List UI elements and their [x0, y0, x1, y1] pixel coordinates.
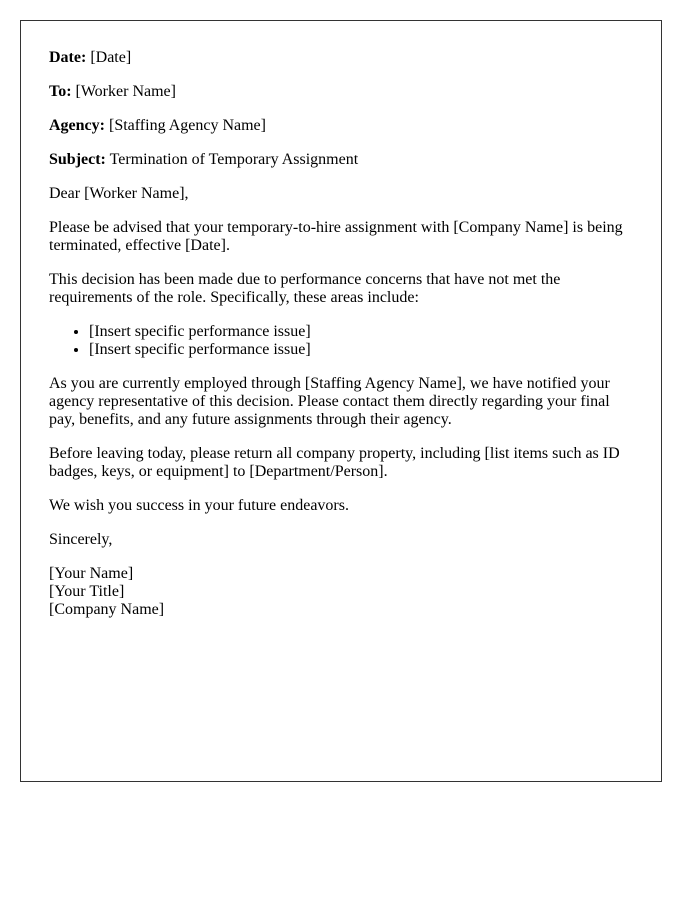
issue-list	[49, 323, 633, 359]
date-line: Date: [Date]	[49, 49, 132, 66]
paragraph-reason: This decision has been made due to performance concerns that have not met the requirements of the role. Specifically, these areas include:	[49, 271, 561, 306]
paragraph-notice: Please be advised that your temporary-to-hire assignment with [Company Name] is being terminated, effective [Date].	[49, 219, 623, 254]
signature-block	[49, 565, 633, 619]
paragraph-agency: As you are currently employed through [Staffing Agency Name], we have notified your agency representative of this decision. Please contact them directly regarding your final pay, benefits, and any future assignments through their agency.	[49, 375, 610, 428]
agency-line: Agency: [Staffing Agency Name]	[49, 117, 266, 134]
salutation: Dear [Worker Name],	[49, 185, 189, 202]
signoff: Sincerely,	[49, 531, 113, 548]
signer-company: [Company Name]	[49, 601, 165, 618]
signer-title: [Your Title]	[49, 583, 125, 600]
paragraph-property: Before leaving today, please return all company property, including [list items such as ID badges, keys, or equipment] to [Department/Person].	[49, 445, 620, 480]
letter	[20, 20, 662, 782]
list-item: • [Insert specific performance issue]	[89, 323, 633, 341]
signer-name: [Your Name]	[49, 565, 134, 582]
to-line: To: [Worker Name]	[49, 83, 176, 100]
paragraph-wishes: We wish you success in your future endeavors.	[49, 497, 349, 514]
subject-line: Subject: Termination of Temporary Assignment	[49, 151, 359, 168]
list-item: • [Insert specific performance issue]	[89, 341, 633, 359]
